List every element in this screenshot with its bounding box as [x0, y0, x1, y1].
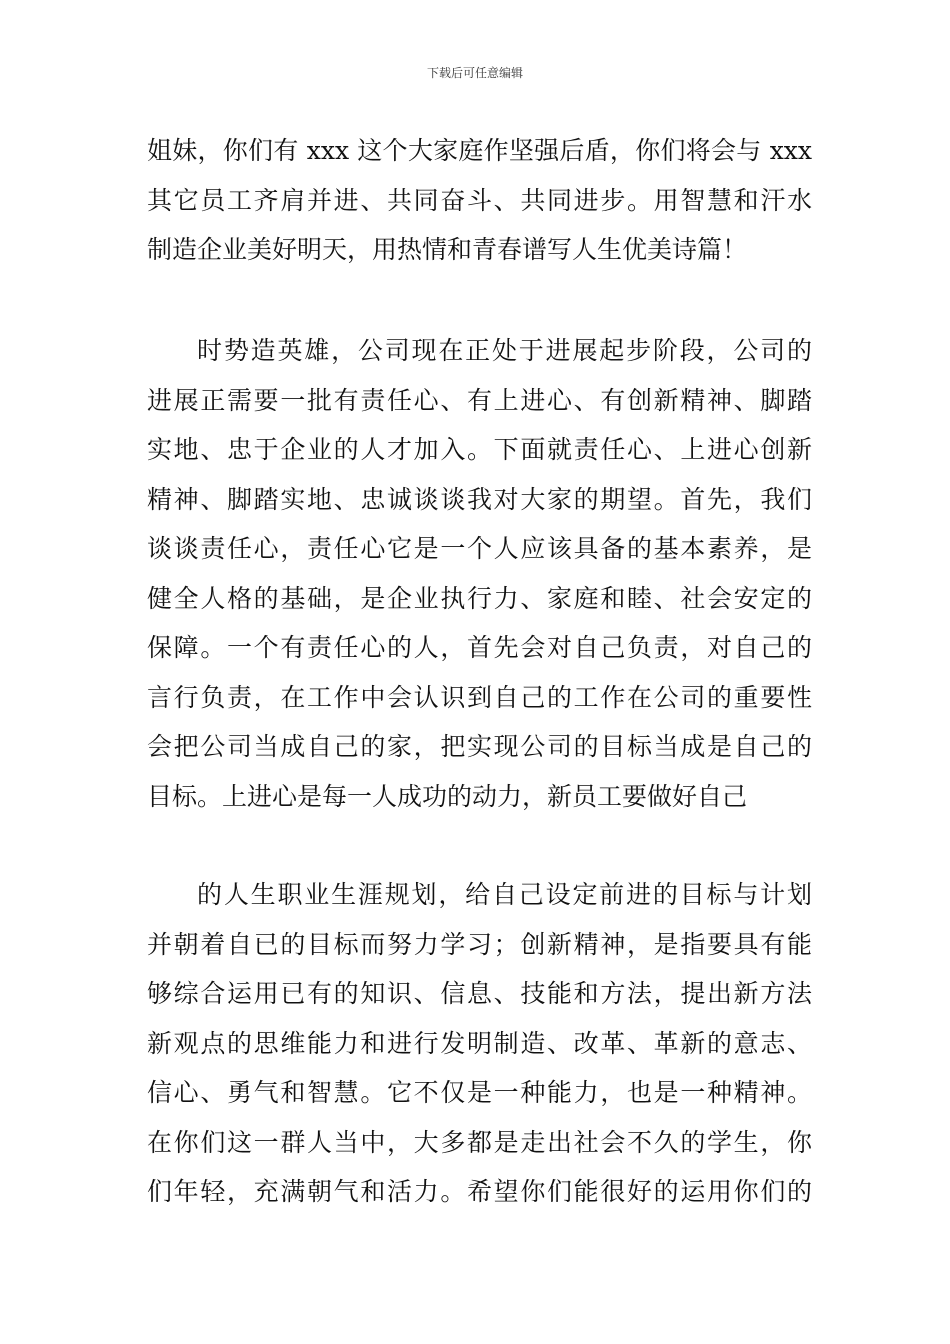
text-line: 进展正需要一批有责任心、有上进心、有创新精神、脚踏: [147, 385, 812, 415]
text-line: 精神、脚踏实地、忠诚谈谈我对大家的期望。首先，我们: [147, 484, 812, 514]
text-line: 信心、勇气和智慧。它不仅是一种能力，也是一种精神。: [147, 1078, 812, 1107]
text-line: 实地、忠于企业的人才加入。下面就责任心、上进心创新: [147, 435, 812, 464]
text-line: 目标。上进心是每一人成功的动力，新员工要做好自己: [147, 781, 748, 811]
text-line: 够综合运用已有的知识、信息、技能和方法，提出新方法: [147, 979, 812, 1008]
text-line: 健全人格的基础，是企业执行力、家庭和睦、社会安定的: [147, 583, 812, 613]
text-line: 制造企业美好明天，用热情和青春谱写人生优美诗篇！: [147, 235, 748, 264]
text-line: 言行负责，在工作中会认识到自己的工作在公司的重要性: [147, 682, 812, 712]
text-line: 的人生职业生涯规划，给自己设定前进的目标与计划: [197, 880, 812, 909]
text-line: 其它员工齐肩并进、共同奋斗、共同进步。用智慧和汗水: [147, 185, 812, 215]
page-header: 下载后可任意编辑: [426, 66, 523, 80]
text-line: 姐妹，你们有 xxx 这个大家庭作坚强后盾，你们将会与 xxx: [147, 136, 812, 165]
text-line: 保障。一个有责任心的人，首先会对自己负责，对自己的: [147, 633, 812, 662]
text-line: 并朝着自已的目标而努力学习；创新精神，是指要具有能: [147, 929, 812, 959]
text-line: 在你们这一群人当中，大多都是走出社会不久的学生，你: [147, 1127, 812, 1157]
paragraph-3: [147, 870, 812, 1217]
text-line: 们年轻，充满朝气和活力。希望你们能很好的运用你们的: [147, 1177, 812, 1206]
text-line: 新观点的思维能力和进行发明制造、改革、革新的意志、: [147, 1028, 812, 1058]
text-line: 会把公司当成自己的家，把实现公司的目标当成是自己的: [147, 732, 812, 761]
text-line: 时势造英雄，公司现在正处于进展起步阶段，公司的: [197, 336, 812, 365]
paragraph-1: [147, 126, 812, 275]
text-line: 谈谈责任心，责任心它是一个人应该具备的基本素养，是: [147, 534, 812, 563]
paragraph-2: [147, 326, 812, 821]
